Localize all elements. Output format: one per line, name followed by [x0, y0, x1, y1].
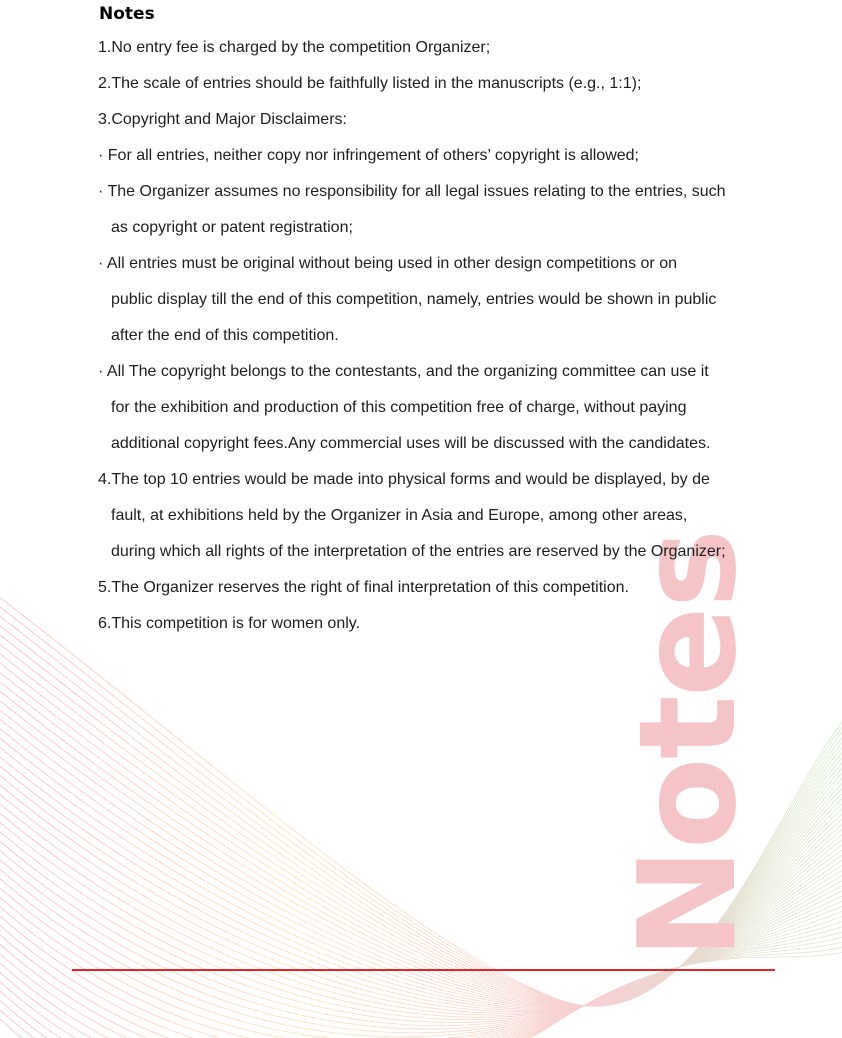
note-line: · For all entries, neither copy nor infringement of others’ copyright is allowed; — [98, 147, 639, 164]
note-line: after the end of this competition. — [111, 327, 339, 344]
note-line: public display till the end of this competition, namely, entries would be shown in public — [111, 291, 717, 308]
note-line: as copyright or patent registration; — [111, 219, 353, 236]
note-line: 3.Copyright and Major Disclaimers: — [98, 111, 347, 128]
note-line: 1.No entry fee is charged by the competition Organizer; — [98, 39, 491, 56]
notes-heading: Notes — [99, 4, 155, 24]
note-line: 6.This competition is for women only. — [98, 615, 361, 632]
note-line: additional copyright fees.Any commercial uses will be discussed with the candidates. — [111, 435, 711, 452]
note-line: fault, at exhibitions held by the Organizer in Asia and Europe, among other areas, — [111, 507, 688, 524]
note-line: · All The copyright belongs to the contestants, and the organizing committee can use it — [98, 363, 709, 380]
note-line: during which all rights of the interpretation of the entries are reserved by the Organizer; — [111, 543, 726, 560]
note-line: 5.The Organizer reserves the right of final interpretation of this competition. — [98, 579, 629, 596]
note-line: for the exhibition and production of this competition free of charge, without paying — [111, 399, 687, 416]
note-line: · The Organizer assumes no responsibility for all legal issues relating to the entries, such — [98, 183, 726, 200]
notes-watermark: Notes — [610, 530, 766, 960]
footer-divider — [72, 969, 775, 971]
note-line: 4.The top 10 entries would be made into physical forms and would be displayed, by de — [98, 471, 710, 488]
note-line: · All entries must be original without being used in other design competitions or on — [98, 255, 677, 272]
note-line: 2.The scale of entries should be faithfully listed in the manuscripts (e.g., 1:1); — [98, 75, 642, 92]
